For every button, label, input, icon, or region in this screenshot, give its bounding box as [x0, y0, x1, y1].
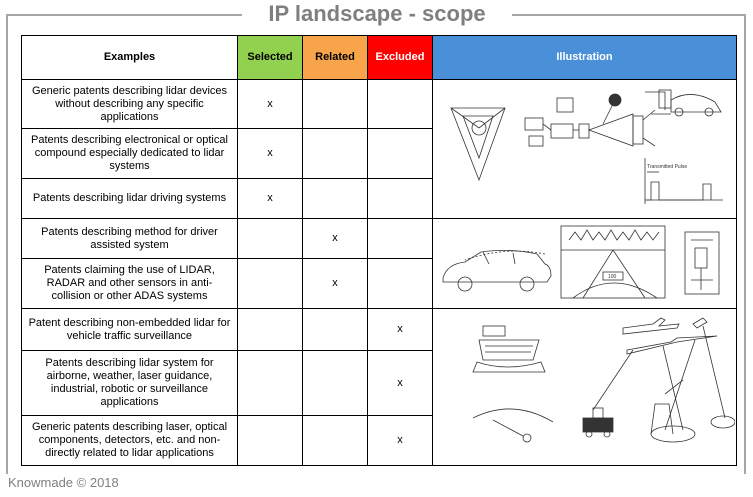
header-excluded: Excluded [368, 36, 433, 80]
selected-mark [238, 259, 303, 309]
illustration-selected [433, 80, 737, 219]
adas-car-drawing-icon [433, 220, 735, 308]
table-row [22, 80, 737, 129]
example-text: Patent describing non-embedded lidar for vehicle traffic surveillance [22, 309, 238, 351]
excluded-mark [368, 259, 433, 309]
example-text: Patents describing method for driver assisted system [22, 219, 238, 259]
example-text: Patents describing electronical or optical compound especially dedicated to lidar systems [22, 129, 238, 179]
selected-mark [238, 309, 303, 351]
example-text: Patents describing lidar system for airborne, weather, laser guidance, industrial, robotic or surveillance applications [22, 351, 238, 416]
excluded-mark [368, 129, 433, 179]
related-mark [303, 129, 368, 179]
header-selected: Selected [238, 36, 303, 80]
selected-mark [238, 351, 303, 416]
selected-mark: x [238, 129, 303, 179]
illustration-related [433, 219, 737, 309]
excluded-mark [368, 80, 433, 129]
excluded-mark: x [368, 351, 433, 416]
copyright-footer: Knowmade © 2018 [8, 475, 119, 490]
truck-body-icon [583, 418, 613, 432]
scope-table [21, 35, 737, 466]
header-examples: Examples [22, 36, 238, 80]
table-header-row [22, 36, 737, 80]
related-mark: x [303, 219, 368, 259]
example-text: Patents claiming the use of LIDAR, RADAR and other sensors in anti-collision or other ADAS systems [22, 259, 238, 309]
table-row [22, 309, 737, 351]
excluded-mark: x [368, 309, 433, 351]
frame-left-line [6, 14, 8, 474]
example-text: Patents describing lidar driving systems [22, 179, 238, 219]
related-mark [303, 309, 368, 351]
header-related: Related [303, 36, 368, 80]
related-mark [303, 416, 368, 466]
related-mark [303, 179, 368, 219]
table-row [22, 219, 737, 259]
excluded-mark [368, 179, 433, 219]
excluded-mark: x [368, 416, 433, 466]
selected-mark: x [238, 80, 303, 129]
illustration-excluded [433, 309, 737, 466]
example-text: Generic patents describing laser, optical components, detectors, etc. and non-directly related to lidar applications [22, 416, 238, 466]
excluded-mark [368, 219, 433, 259]
airborne-surveillance-drawing-icon [433, 310, 735, 464]
figure-ref-label: 100 [608, 273, 617, 280]
lidar-device-drawing-icon [433, 80, 735, 218]
related-mark: x [303, 259, 368, 309]
related-mark [303, 351, 368, 416]
example-text: Generic patents describing lidar devices without describing any specific applications [22, 80, 238, 129]
frame-top-right-line [512, 14, 746, 16]
related-mark [303, 80, 368, 129]
header-illustration: Illustration [433, 36, 737, 80]
frame-top-left-line [6, 14, 242, 16]
selected-mark: x [238, 179, 303, 219]
selected-mark [238, 416, 303, 466]
frame-right-line [744, 14, 746, 474]
transmitted-pulse-label: Transmitted Pulse [647, 164, 688, 170]
page-title: IP landscape - scope [268, 1, 486, 26]
selected-mark [238, 219, 303, 259]
